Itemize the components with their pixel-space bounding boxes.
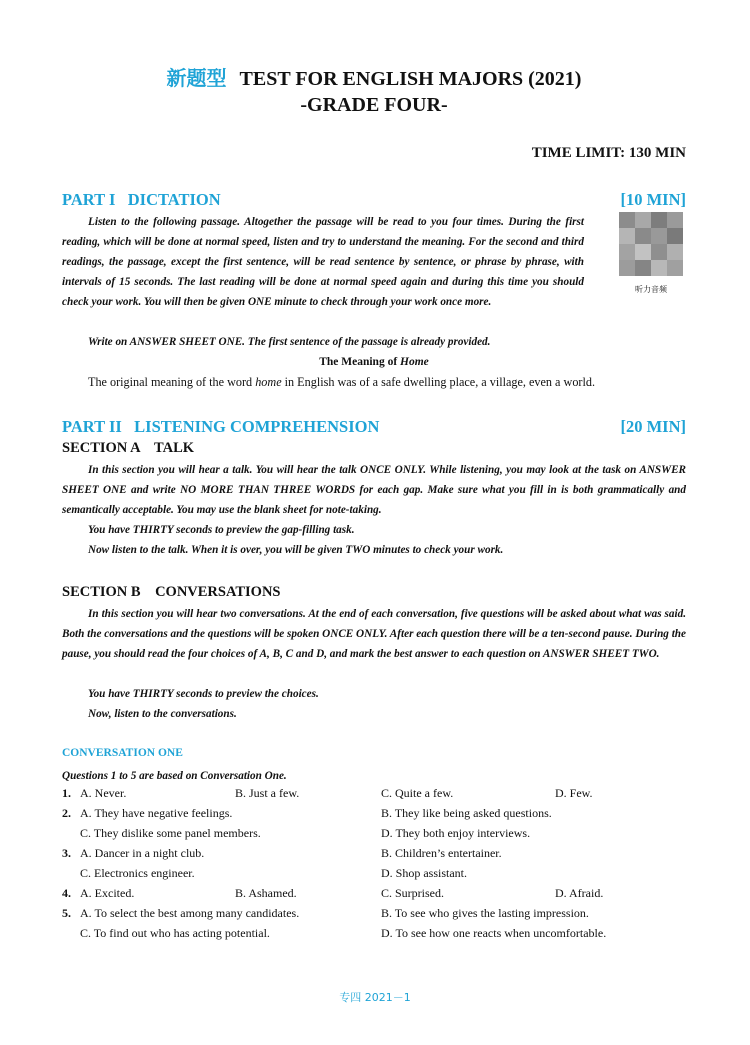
qr-caption: 听力音频 [635, 285, 667, 294]
part2-time: [20 MIN] [620, 417, 686, 436]
choice-b[interactable]: B. Just a few. [235, 786, 300, 800]
question-row [62, 846, 702, 866]
qr-cell [635, 260, 651, 276]
qr-cell [651, 260, 667, 276]
choice-b[interactable]: B. They like being asked questions. [381, 806, 552, 820]
section-a-para1: In this section you will hear a talk. You will hear the talk ONCE ONLY. While listening, you may look at the task on ANSWER SHEET ONE and write NO MORE THAN THREE WORDS for each gap. Make sure what you fill in is both grammatically and semantically acceptable. You may use the blank sheet for note-taking. [62, 464, 686, 516]
exam-subtitle: -GRADE FOUR- [300, 94, 448, 116]
conversation-one-questions [62, 786, 702, 946]
qr-cell [667, 244, 683, 260]
section-a-title: SECTION A TALK [62, 440, 195, 456]
qr-cell [667, 228, 683, 244]
section-b-para2: You have THIRTY seconds to preview the choices. [88, 688, 319, 700]
question-row [62, 786, 702, 806]
choice-d[interactable]: D. To see how one reacts when uncomfortable. [381, 926, 607, 940]
question-number: 4. [62, 886, 71, 900]
part1-time: [10 MIN] [620, 190, 686, 209]
passage-title-em: Home [400, 356, 429, 368]
question-row [62, 886, 702, 906]
first-sentence-em: home [255, 375, 282, 389]
choice-a[interactable]: A. They have negative feelings. [80, 806, 233, 820]
part2-title: PART II LISTENING COMPREHENSION [62, 417, 380, 436]
question-number: 1. [62, 786, 71, 800]
qr-cell [651, 212, 667, 228]
passage-title-text: The Meaning of [319, 356, 401, 368]
qr-cell [619, 260, 635, 276]
choice-c[interactable]: C. They dislike some panel members. [80, 826, 261, 840]
section-a-para2: You have THIRTY seconds to preview the gap-filling task. [88, 524, 355, 536]
choice-a[interactable]: A. To select the best among many candidates. [80, 906, 300, 920]
passage-title [62, 352, 686, 372]
qr-cell [619, 228, 635, 244]
part1-write-on: Write on ANSWER SHEET ONE. The first sentence of the passage is already provided. [88, 336, 491, 348]
question-row [62, 806, 702, 826]
qr-cell [651, 228, 667, 244]
first-sentence-end: in English was of a safe dwelling place, a village, even a world. [281, 375, 595, 389]
qr-cell [651, 244, 667, 260]
qr-code-icon[interactable] [619, 212, 683, 276]
question-row [62, 926, 702, 946]
choice-d[interactable]: D. They both enjoy interviews. [381, 826, 531, 840]
part2-header [62, 417, 686, 437]
question-number: 5. [62, 906, 71, 920]
choice-a[interactable]: A. Never. [80, 786, 127, 800]
exam-title-text: TEST FOR ENGLISH MAJORS (2021) [239, 68, 582, 90]
qr-cell [667, 260, 683, 276]
section-b-title: SECTION B CONVERSATIONS [62, 584, 281, 600]
section-b-para3: Now, listen to the conversations. [88, 708, 237, 720]
new-format-label: 新题型 [166, 66, 227, 90]
part1-header [62, 190, 686, 210]
qr-cell [635, 228, 651, 244]
exam-title [62, 62, 686, 91]
time-limit: TIME LIMIT: 130 MIN [531, 145, 686, 161]
choice-d[interactable]: D. Afraid. [555, 886, 604, 900]
qr-cell [667, 212, 683, 228]
conversation-one-intro: Questions 1 to 5 are based on Conversation One. [62, 770, 287, 782]
question-row [62, 906, 702, 926]
qr-code-block[interactable] [616, 212, 686, 295]
choice-c[interactable]: C. To find out who has acting potential. [80, 926, 270, 940]
question-number: 3. [62, 846, 71, 860]
conversation-one-title: CONVERSATION ONE [62, 747, 183, 759]
qr-cell [635, 212, 651, 228]
section-b-para1: In this section you will hear two conversations. At the end of each conversation, five questions will be asked about what was said. Both the conversations and the questions will be spoken ONCE ONLY. After each question there will be a ten-second pause. During the pause, you should read the four choices of A, B, C and D, and mark the best answer to each question on ANSWER SHEET TWO. [62, 608, 686, 660]
first-sentence [62, 372, 702, 392]
part1-instructions: Listen to the following passage. Altogether the passage will be read to you four times. During the first reading, which will be done at normal speed, listen and try to understand the meaning. For the second and third readings, the passage, except the first sentence, will be read sentence by sentence, or phrase by phrase, with intervals of 15 seconds. The last reading will be done at normal speed again and during this time you should check your work. You will then be given ONE minute to check through your work once more. [62, 216, 584, 308]
question-row [62, 866, 702, 886]
choice-d[interactable]: D. Shop assistant. [381, 866, 468, 880]
first-sentence-start: The original meaning of the word [88, 375, 256, 389]
question-number: 2. [62, 806, 71, 820]
page-footer: 专四 2021－1 [339, 991, 411, 1004]
choice-d[interactable]: D. Few. [555, 786, 593, 800]
question-row [62, 826, 702, 846]
choice-a[interactable]: A. Excited. [80, 886, 135, 900]
choice-c[interactable]: C. Quite a few. [381, 786, 454, 800]
section-a-para3: Now listen to the talk. When it is over, you will be given TWO minutes to check your work. [88, 544, 504, 556]
choice-b[interactable]: B. To see who gives the lasting impression. [381, 906, 589, 920]
qr-cell [619, 244, 635, 260]
part1-title: PART I DICTATION [62, 190, 221, 209]
choice-a[interactable]: A. Dancer in a night club. [80, 846, 205, 860]
qr-cell [619, 212, 635, 228]
qr-cell [635, 244, 651, 260]
choice-c[interactable]: C. Electronics engineer. [80, 866, 195, 880]
choice-b[interactable]: B. Ashamed. [235, 886, 297, 900]
choice-c[interactable]: C. Surprised. [381, 886, 444, 900]
choice-b[interactable]: B. Children’s entertainer. [381, 846, 502, 860]
